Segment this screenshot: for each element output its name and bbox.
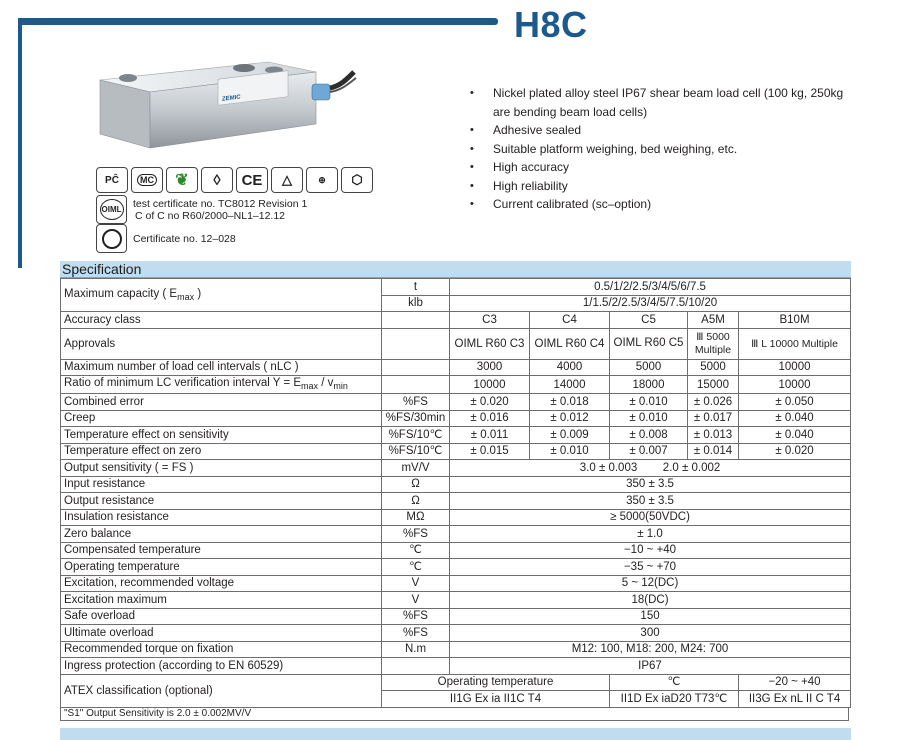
- value-cell: M12: 100, M18: 200, M24: 700: [450, 641, 851, 658]
- unit-cell: %FS: [382, 608, 450, 625]
- value-cell: 350 ± 3.5: [450, 476, 851, 493]
- unit-cell: %FS/30min: [382, 410, 450, 427]
- value-cell: IP67: [450, 658, 851, 675]
- row-label: Approvals: [61, 328, 382, 359]
- atex-zone-cell: II1G Ex ia II1C T4: [382, 691, 610, 708]
- csa-icon: ⊕: [306, 167, 338, 193]
- unit-cell: %FS: [382, 526, 450, 543]
- value-cell: 15000: [688, 376, 739, 394]
- value-cell: OIML R60 C4: [530, 328, 610, 359]
- value-cell: OIML R60 C3: [450, 328, 530, 359]
- row-label: Zero balance: [61, 526, 382, 543]
- table-row: [61, 460, 851, 477]
- footnote: "S1" Output Sensitivity is 2.0 ± 0.002MV/V: [60, 707, 849, 721]
- load-cell-image: [98, 58, 360, 150]
- row-label: Input resistance: [61, 476, 382, 493]
- table-row: [61, 376, 851, 394]
- unit-cell: mV/V: [382, 460, 450, 477]
- table-row: [61, 312, 851, 329]
- unit-cell: N.m: [382, 641, 450, 658]
- unit-cell: Ω: [382, 493, 450, 510]
- row-label: Combined error: [61, 394, 382, 411]
- table-row: [61, 658, 851, 675]
- table-row: [61, 509, 851, 526]
- feature-item: • High accuracy: [468, 158, 858, 177]
- table-row: [61, 443, 851, 460]
- value-cell: 10000: [450, 376, 530, 394]
- value-cell: ± 0.010: [610, 410, 688, 427]
- value-cell: ± 0.010: [530, 443, 610, 460]
- value-cell: 5 ~ 12(DC): [450, 575, 851, 592]
- value-cell: C5: [610, 312, 688, 329]
- value-cell: ± 0.020: [450, 394, 530, 411]
- value-cell: 5000: [688, 359, 739, 376]
- value-cell: 3.0 ± 0.003 2.0 ± 0.002: [450, 460, 851, 477]
- value-cell: ± 0.008: [610, 427, 688, 444]
- table-row: [61, 328, 851, 359]
- value-cell: ± 0.017: [688, 410, 739, 427]
- value-cell: 5000: [610, 359, 688, 376]
- header-rule: [18, 18, 498, 25]
- value-cell: 3000: [450, 359, 530, 376]
- spec-table: [60, 278, 851, 708]
- pct-icon: PĈ: [96, 167, 128, 193]
- unit-cell: %FS/10℃: [382, 427, 450, 444]
- value-cell: 14000: [530, 376, 610, 394]
- table-row: [61, 559, 851, 576]
- row-label: Output sensitivity ( = FS ): [61, 460, 382, 477]
- unit-cell: V: [382, 575, 450, 592]
- table-row: [61, 427, 851, 444]
- row-label: Ingress protection (according to EN 60529): [61, 658, 382, 675]
- unit-cell: %FS: [382, 625, 450, 642]
- value-cell: Ⅲ 5000 Multiple: [688, 328, 739, 359]
- unit-cell: Ω: [382, 476, 450, 493]
- row-label: Creep: [61, 410, 382, 427]
- kg-icon: △: [271, 167, 303, 193]
- table-row: [61, 592, 851, 609]
- row-label: Output resistance: [61, 493, 382, 510]
- table-row: [61, 608, 851, 625]
- value-cell: ± 0.011: [450, 427, 530, 444]
- row-label: Compensated temperature: [61, 542, 382, 559]
- value-cell: ± 0.040: [739, 427, 851, 444]
- value-cell: ± 0.026: [688, 394, 739, 411]
- row-label: Operating temperature: [61, 559, 382, 576]
- value-cell: ± 0.007: [610, 443, 688, 460]
- value-cell: 150: [450, 608, 851, 625]
- value-cell: ± 0.012: [530, 410, 610, 427]
- feature-item: • High reliability: [468, 177, 858, 196]
- row-label: Recommended torque on fixation: [61, 641, 382, 658]
- ntep-logo-icon: [96, 224, 127, 253]
- atex-zone-cell: II1D Ex iaD20 T73℃: [610, 691, 739, 708]
- value-cell: 1/1.5/2/2.5/3/4/5/7.5/10/20: [450, 295, 851, 312]
- value-cell: ± 0.040: [739, 410, 851, 427]
- table-row: [61, 641, 851, 658]
- unit-cell: %FS: [382, 394, 450, 411]
- feature-item: • Adhesive sealed: [468, 121, 858, 140]
- value-cell: 4000: [530, 359, 610, 376]
- unit-cell: [382, 376, 450, 394]
- value-cell: A5M: [688, 312, 739, 329]
- value-cell: ± 0.015: [450, 443, 530, 460]
- brand-label: ZEMIC: [222, 94, 241, 103]
- atex-zone-cell: II3G Ex nL II C T4: [739, 691, 851, 708]
- wreath-icon: ❦: [166, 167, 198, 193]
- feature-item: • Suitable platform weighing, bed weighing, etc.: [468, 140, 858, 159]
- value-cell: ≥ 5000(50VDC): [450, 509, 851, 526]
- row-label: Excitation maximum: [61, 592, 382, 609]
- row-label: ATEX classification (optional): [61, 674, 382, 707]
- value-cell: ± 0.014: [688, 443, 739, 460]
- next-section-bar: [60, 728, 851, 740]
- value-cell: 300: [450, 625, 851, 642]
- value-cell: −35 ~ +70: [450, 559, 851, 576]
- atex-optemp-unit: ℃: [610, 674, 739, 691]
- unit-cell: klb: [382, 295, 450, 312]
- value-cell: ± 0.020: [739, 443, 851, 460]
- value-cell: −10 ~ +40: [450, 542, 851, 559]
- left-rule: [18, 18, 22, 268]
- value-cell: C4: [530, 312, 610, 329]
- value-cell: ± 0.013: [688, 427, 739, 444]
- row-label: Safe overload: [61, 608, 382, 625]
- feature-item: • Nickel plated alloy steel IP67 shear beam load cell (100 kg, 250kg are bending beam load cells): [468, 84, 858, 121]
- value-cell: OIML R60 C5: [610, 328, 688, 359]
- unit-cell: ℃: [382, 559, 450, 576]
- approval-marks: [96, 167, 373, 193]
- row-label: Temperature effect on sensitivity: [61, 427, 382, 444]
- unit-cell: [382, 312, 450, 329]
- ntep-cert: [96, 224, 236, 253]
- oiml-cert-line2: C of C no R60/2000–NL1–12.12: [135, 209, 286, 222]
- unit-cell: MΩ: [382, 509, 450, 526]
- spec-section-title: Specification: [60, 261, 851, 278]
- table-row: [61, 542, 851, 559]
- table-row: [61, 674, 851, 691]
- value-cell: ± 0.016: [450, 410, 530, 427]
- feature-list: [468, 84, 858, 214]
- oiml-logo-icon: OIML: [96, 195, 127, 224]
- value-cell: ± 1.0: [450, 526, 851, 543]
- row-label: Insulation resistance: [61, 509, 382, 526]
- row-label: Ratio of minimum LC verification interval $Y = E_{max} / v_{min}$: [61, 376, 382, 394]
- mc-icon: MC: [131, 167, 163, 193]
- value-cell: 350 ± 3.5: [450, 493, 851, 510]
- value-cell: ± 0.018: [530, 394, 610, 411]
- table-row: [61, 476, 851, 493]
- table-row: [61, 493, 851, 510]
- max-capacity-label: Maximum capacity ( $E_{max}$ ): [61, 279, 382, 312]
- value-cell: 10000: [739, 376, 851, 394]
- ce-icon: CE: [236, 167, 268, 193]
- feature-item: • Current calibrated (sc–option): [468, 195, 858, 214]
- row-label: Accuracy class: [61, 312, 382, 329]
- table-row: [61, 526, 851, 543]
- table-row: [61, 410, 851, 427]
- unit-cell: [382, 328, 450, 359]
- oiml-cert-line1: test certificate no. TC8012 Revision 1: [133, 197, 308, 210]
- ex-icon: ⬡: [341, 167, 373, 193]
- table-row: [61, 279, 851, 296]
- value-cell: 18(DC): [450, 592, 851, 609]
- unit-cell: [382, 359, 450, 376]
- table-row: [61, 575, 851, 592]
- atex-optemp-value: −20 ~ +40: [739, 674, 851, 691]
- unit-cell: t: [382, 279, 450, 296]
- unit-cell: %FS/10℃: [382, 443, 450, 460]
- row-label: Excitation, recommended voltage: [61, 575, 382, 592]
- value-cell: 18000: [610, 376, 688, 394]
- value-cell: ± 0.010: [610, 394, 688, 411]
- oiml-cert: [96, 195, 307, 224]
- unit-cell: V: [382, 592, 450, 609]
- unit-cell: ℃: [382, 542, 450, 559]
- ntep-cert-line: Certificate no. 12–028: [133, 232, 236, 245]
- table-row: [61, 359, 851, 376]
- table-row: [61, 394, 851, 411]
- value-cell: 0.5/1/2/2.5/3/4/5/6/7.5: [450, 279, 851, 296]
- value-cell: 10000: [739, 359, 851, 376]
- value-cell: ± 0.009: [530, 427, 610, 444]
- value-cell: Ⅲ L 10000 Multiple: [739, 328, 851, 359]
- row-label: Temperature effect on zero: [61, 443, 382, 460]
- value-cell: C3: [450, 312, 530, 329]
- page-title: H8C: [514, 4, 588, 45]
- atex-optemp-label: Operating temperature: [382, 674, 610, 691]
- table-row: [61, 625, 851, 642]
- value-cell: ± 0.050: [739, 394, 851, 411]
- row-label: Ultimate overload: [61, 625, 382, 642]
- row-label: Maximum number of load cell intervals ( nLC ): [61, 359, 382, 376]
- drop-icon: ◊: [201, 167, 233, 193]
- unit-cell: [382, 658, 450, 675]
- value-cell: B10M: [739, 312, 851, 329]
